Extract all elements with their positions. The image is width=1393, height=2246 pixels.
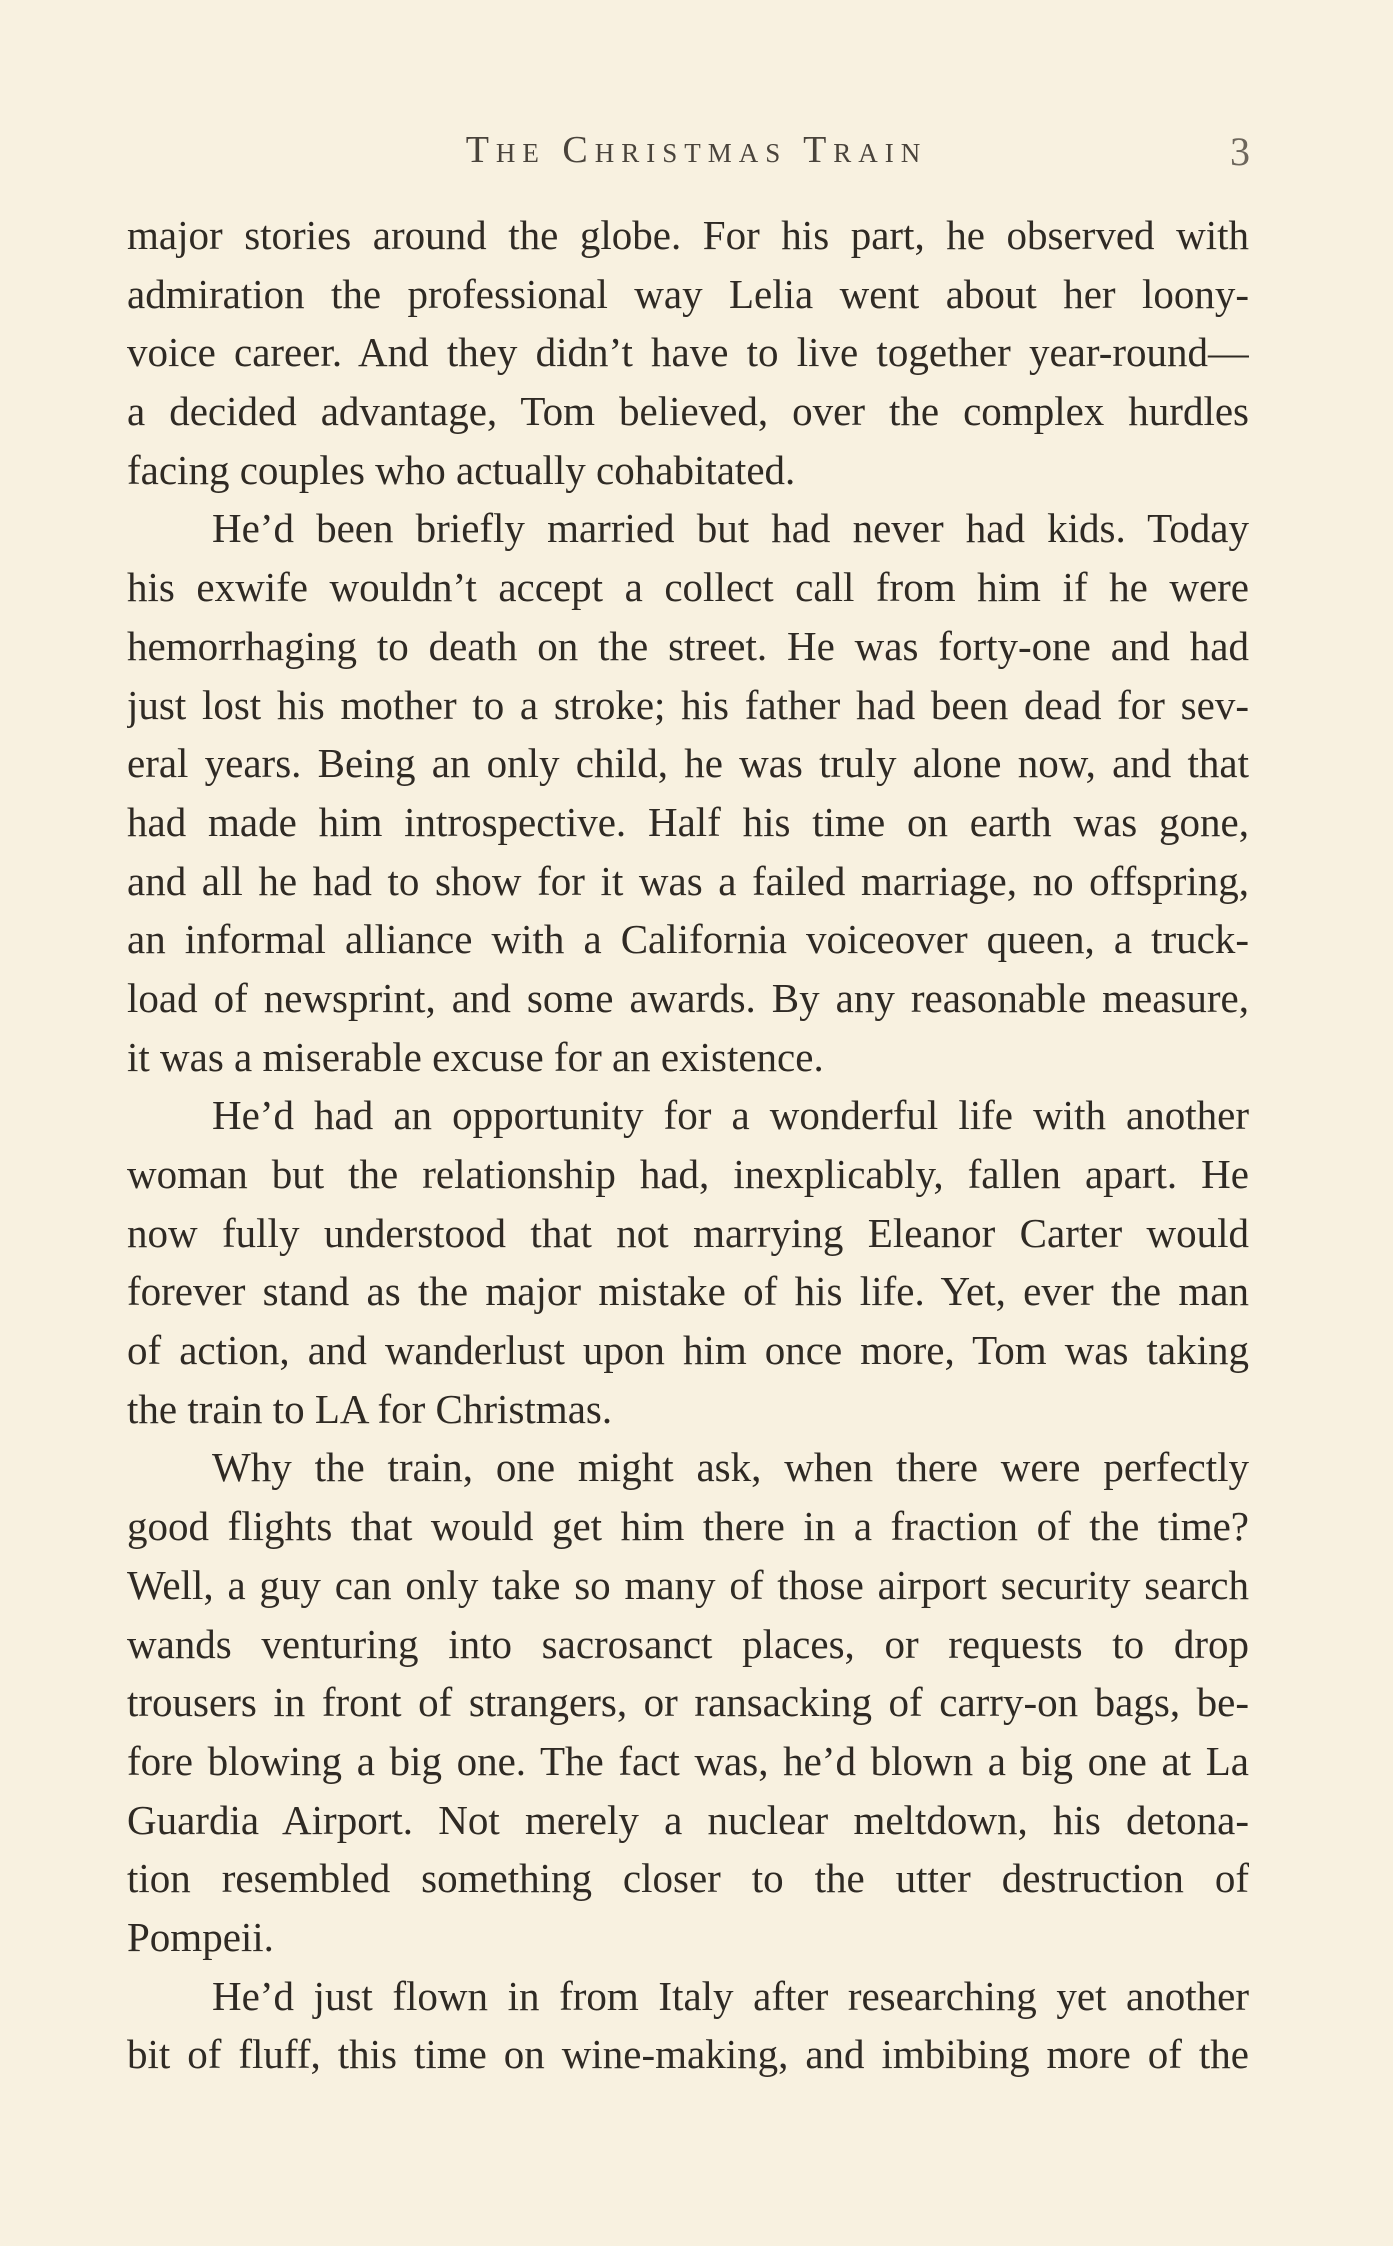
text-line: had made him introspective. Half his time on earth was gone, [127,798,1249,845]
body-text [127,206,1249,2084]
text-line: Pompeii. [127,1913,274,1960]
text-line: his exwife wouldn’t accept a collect call from him if he were [127,564,1249,611]
text-line: woman but the relationship had, inexplicably, fallen apart. He [127,1151,1249,1197]
text-line: forever stand as the major mistake of his life. Yet, ever the man [127,1268,1249,1315]
text-line: just lost his mother to a stroke; his father had been dead for sev- [127,681,1249,728]
text-line: wands venturing into sacrosanct places, or requests to drop [127,1620,1249,1667]
text-line: facing couples who actually cohabitated. [127,446,796,493]
text-line: now fully understood that not marrying Eleanor Carter would [127,1209,1249,1256]
text-line: of action, and wanderlust upon him once more, Tom was taking [127,1327,1249,1374]
paragraph-first-line: He’d had an opportunity for a wonderful life with another [212,1092,1249,1139]
text-line: fore blowing a big one. The fact was, he’d blown a big one at La [127,1737,1249,1784]
paragraph-first-line: Why the train, one might ask, when there were perfectly [212,1444,1249,1491]
text-line: trousers in front of strangers, or ransacking of carry-on bags, be- [127,1679,1249,1726]
text-line: a decided advantage, Tom believed, over the complex hurdles [127,388,1249,435]
text-line: Well, a guy can only take so many of those airport security search [127,1561,1249,1608]
text-line: hemorrhaging to death on the street. He was forty-one and had [127,622,1249,669]
text-line: and all he had to show for it was a failed marriage, no offspring, [127,857,1249,904]
paragraph-first-line: He’d been briefly married but had never had kids. Today [212,505,1249,552]
text-line: bit of fluff, this time on wine-making, and imbibing more of the [127,2031,1249,2078]
running-header [0,120,1393,180]
text-line: voice career. And they didn’t have to live together year-round— [127,329,1249,376]
paragraph-first-line: He’d just flown in from Italy after researching yet another [212,1972,1249,2019]
text-line: major stories around the globe. For his part, he observed with [127,212,1249,258]
text-line: good flights that would get him there in a fraction of the time? [127,1503,1249,1550]
text-line: tion resembled something closer to the utter destruction of [127,1855,1249,1902]
text-line: it was a miserable excuse for an existence. [127,1033,824,1080]
running-title: The Christmas Train [465,129,928,171]
page-number: 3 [1230,129,1250,174]
text-line: eral years. Being an only child, he was truly alone now, and that [127,740,1249,787]
text-line: an informal alliance with a California voiceover queen, a truck- [127,916,1249,963]
text-line: load of newsprint, and some awards. By any reasonable measure, [127,974,1249,1021]
text-line: Guardia Airport. Not merely a nuclear meltdown, his detona- [127,1796,1249,1843]
text-line: admiration the professional way Lelia went about her loony- [127,270,1249,317]
text-line: the train to LA for Christmas. [127,1385,613,1432]
